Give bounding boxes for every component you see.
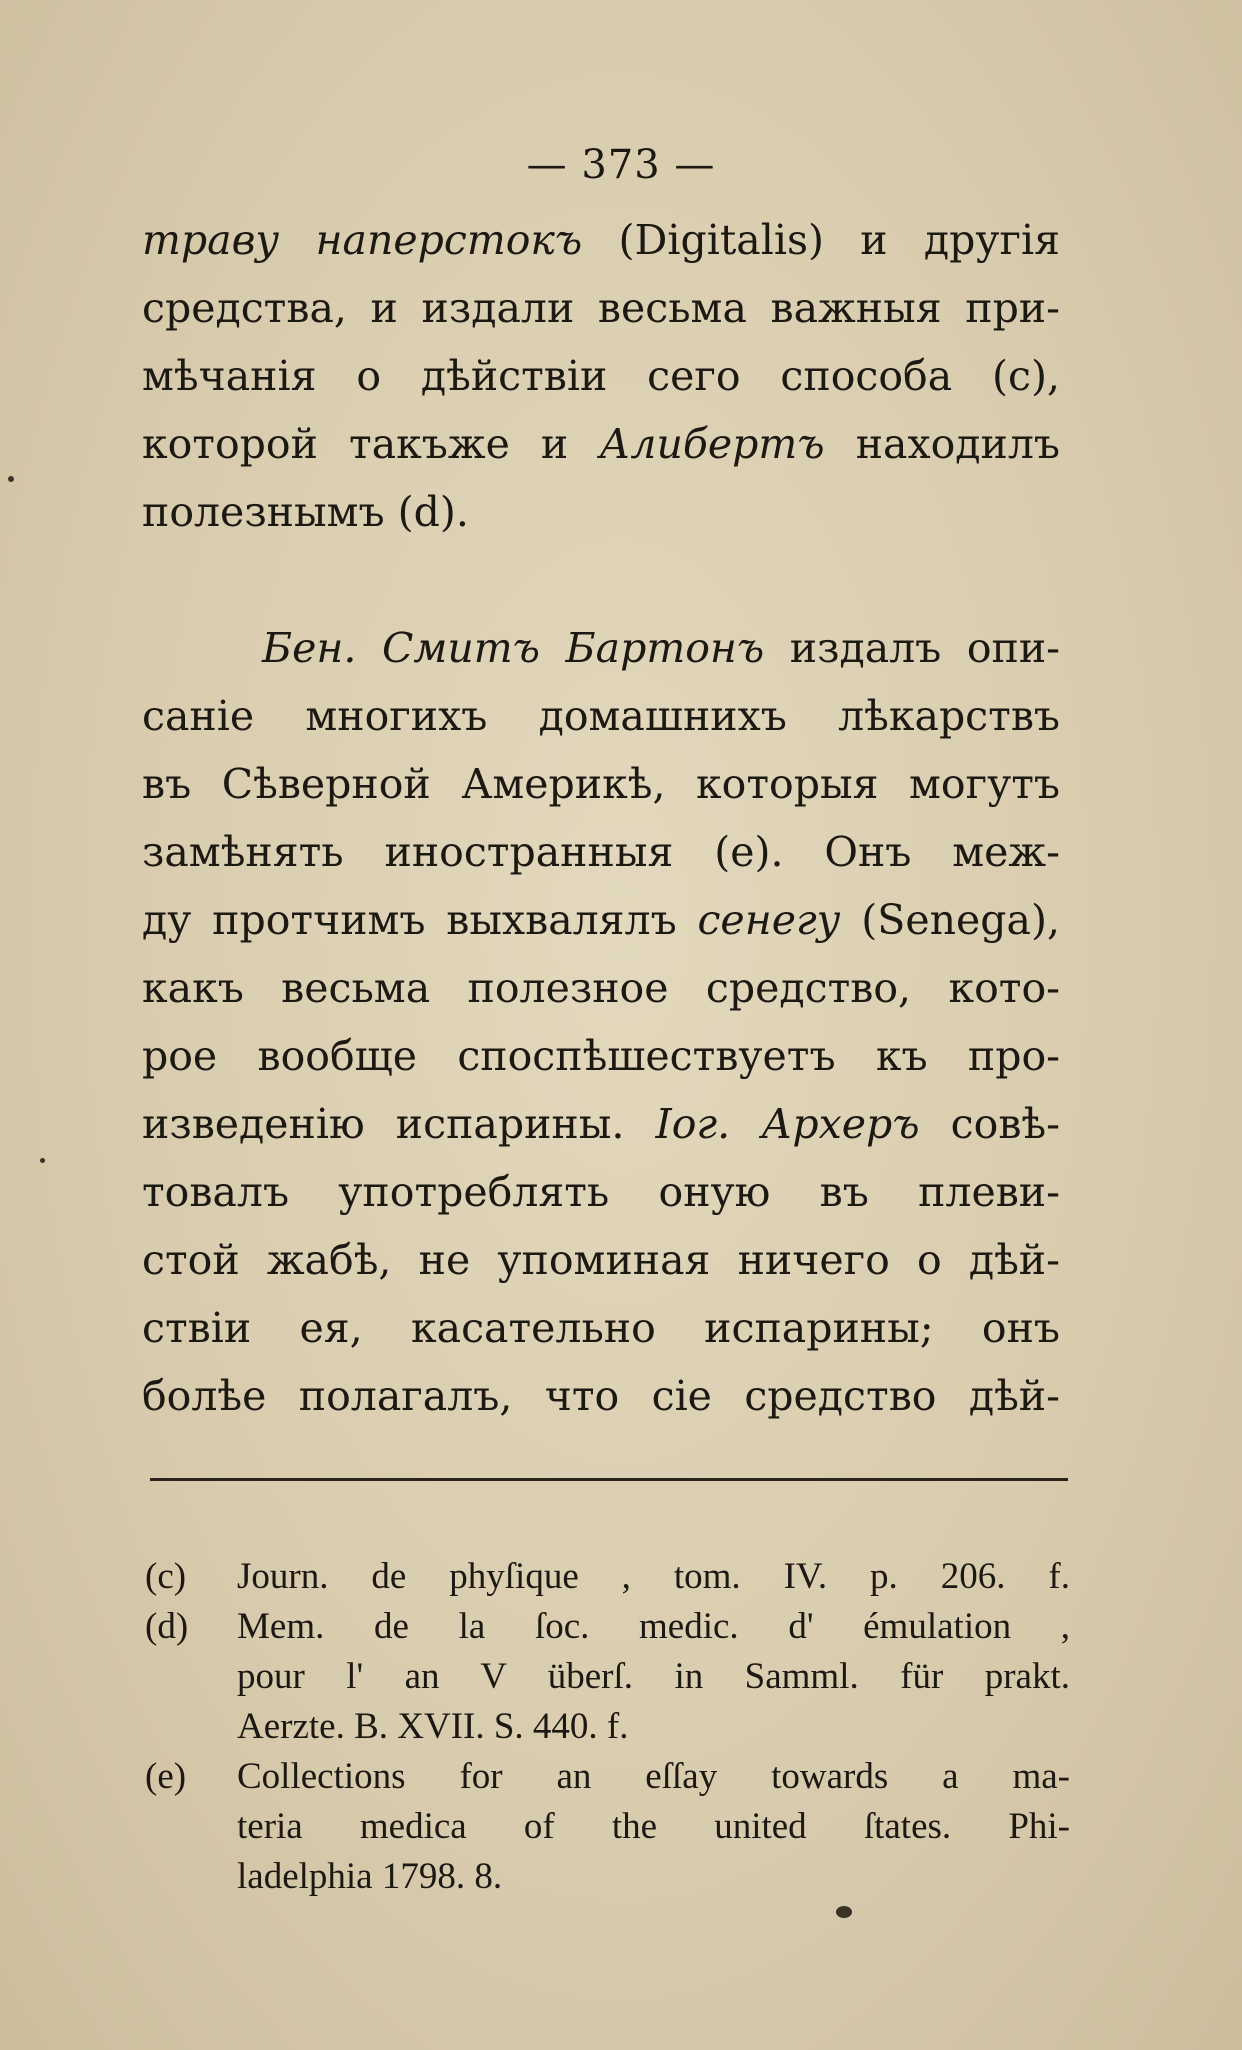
- text-line: замѣнять иностранныя (е). Онъ меж-: [142, 828, 1060, 876]
- text-line: рое вообще споспѣшествуетъ къ про-: [142, 1032, 1060, 1080]
- footnote-mark: (d): [145, 1606, 189, 1647]
- paragraph-gap: [142, 546, 1060, 614]
- ink-speck: [8, 476, 14, 482]
- text-line: товалъ употреблять оную въ плеви-: [142, 1168, 1060, 1216]
- ink-speck: [40, 1158, 45, 1163]
- main-text: [142, 206, 1060, 1430]
- footnote-c: [145, 1552, 1070, 1602]
- text-line: саніе многихъ домашнихъ лѣкарствъ: [142, 692, 1060, 740]
- text-line: какъ весьма полезное средство, кото-: [142, 964, 1060, 1012]
- text-line: изведенію испарины. Іог. Археръ совѣ-: [142, 1100, 1060, 1148]
- footnote-line: ladelphia 1798. 8.: [237, 1856, 503, 1897]
- footnote-line: Mem. de la ſoc. medic. d' émulation ,: [237, 1606, 1070, 1647]
- footnote-line: teria medica of the united ſtates. Phi-: [237, 1806, 1070, 1847]
- footnote-d: [145, 1602, 1070, 1752]
- italic-word: сенегу: [697, 896, 841, 944]
- footnote-line: Aerzte. B. XVII. S. 440. f.: [237, 1706, 629, 1747]
- text-line: болѣе полагалъ, что сіе средство дѣй-: [142, 1372, 1060, 1420]
- ink-speck: [836, 1906, 852, 1918]
- footnote-line: pour l' an V überſ. in Samml. für prakt.: [237, 1656, 1070, 1697]
- text-line: мѣчанія о дѣйствіи сего способа (с),: [142, 352, 1060, 400]
- italic-name: Алибертъ: [599, 420, 825, 468]
- text-line: въ Сѣверной Америкѣ, которыя могутъ: [142, 760, 1060, 808]
- footnote-line: Journ. de phyſique , tom. IV. p. 206. f.: [237, 1556, 1070, 1597]
- footnote-line: Collections for an eſſay towards a ma-: [237, 1756, 1070, 1797]
- italic-phrase: траву наперстокъ: [142, 216, 583, 264]
- page-number: — 373 —: [526, 142, 716, 188]
- italic-name: Іог. Археръ: [655, 1100, 920, 1148]
- text-line: которой такъже и Алибертъ находилъ: [142, 420, 1060, 468]
- footnote-rule: [150, 1478, 1068, 1481]
- text-line: полезнымъ (d).: [142, 488, 469, 536]
- text-line: Бен. Смитъ Бартонъ издалъ опи-: [262, 624, 1061, 672]
- footnote-mark: (e): [145, 1756, 187, 1797]
- text-line: траву наперстокъ (Digitalis) и другія: [142, 216, 1060, 264]
- text-line: стой жабѣ, не упоминая ничего о дѣй-: [142, 1236, 1060, 1284]
- footnote-mark: (c): [145, 1556, 187, 1597]
- text-line: ствіи ея, касательно испарины; онъ: [142, 1304, 1060, 1352]
- footnote-e: [145, 1752, 1070, 1902]
- text-line: ду протчимъ выхвалялъ сенегу (Senega),: [142, 896, 1060, 944]
- footnotes: [145, 1552, 1070, 1902]
- italic-name: Бен. Смитъ Бартонъ: [262, 624, 765, 672]
- text-line: средства, и издали весьма важныя при-: [142, 284, 1060, 332]
